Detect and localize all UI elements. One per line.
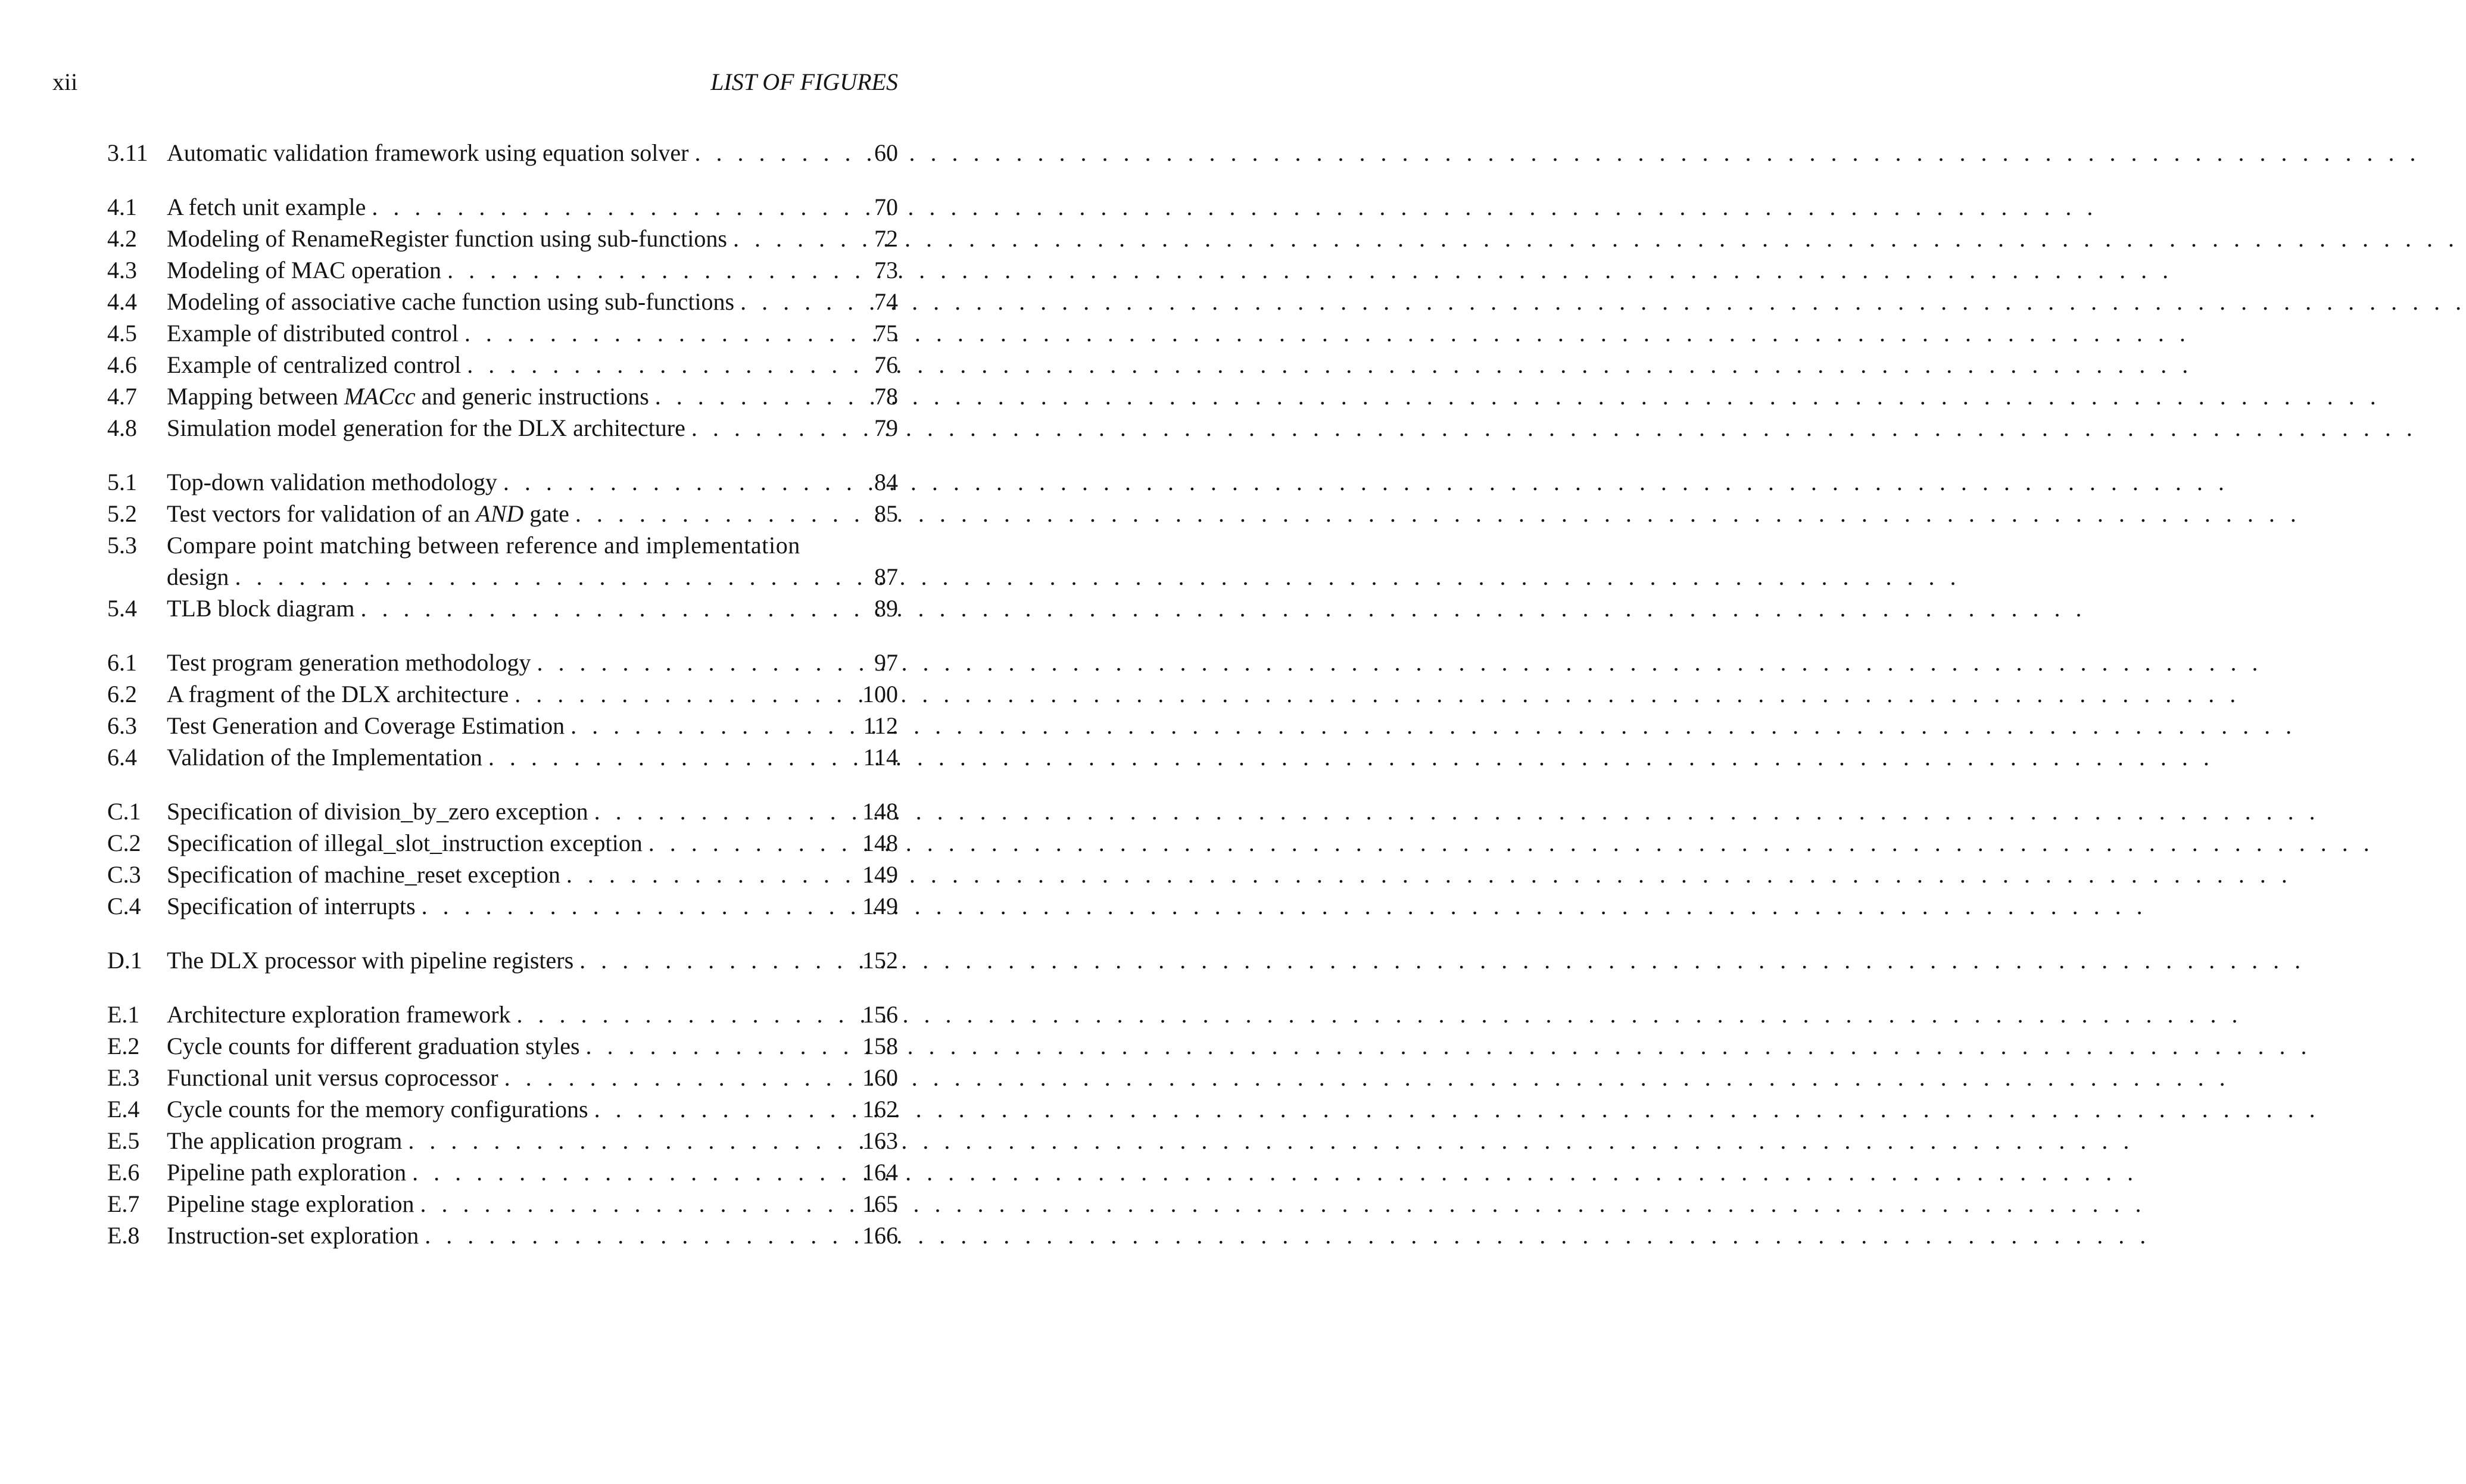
figure-number: C.2	[107, 830, 141, 856]
figure-entry[interactable]	[107, 1220, 898, 1251]
dot-leader	[655, 381, 2381, 412]
figure-entry[interactable]	[107, 381, 898, 412]
dot-leader	[733, 223, 2459, 254]
figure-title: Top-down validation methodology	[167, 466, 503, 498]
figure-title: Cycle counts for the memory configurations	[167, 1093, 594, 1125]
figure-page-number: 87	[874, 563, 898, 590]
figure-title: Validation of the Implementation	[167, 741, 488, 773]
figure-number: 4.7	[107, 383, 137, 410]
figure-number: D.1	[107, 947, 142, 974]
figure-title: Specification of machine_reset exception	[167, 859, 566, 890]
figure-number: 3.11	[107, 139, 148, 166]
figure-title-italic: MACcc	[344, 383, 416, 410]
figure-number: 6.2	[107, 681, 137, 707]
dot-leader	[360, 593, 2086, 624]
dot-leader	[372, 191, 2097, 223]
dot-leader	[447, 254, 2173, 286]
figure-entry[interactable]	[107, 999, 898, 1030]
figure-group	[107, 944, 898, 976]
figure-number: 6.1	[107, 649, 137, 676]
figure-page-number: 72	[874, 225, 898, 252]
figure-number: 4.4	[107, 288, 137, 315]
figure-title	[167, 381, 655, 412]
figure-page-number: 75	[874, 320, 898, 347]
figure-entry[interactable]	[107, 1062, 898, 1093]
figure-group	[107, 796, 898, 922]
figure-number: 5.3	[107, 532, 137, 559]
figure-page-number: 148	[862, 798, 898, 825]
figure-entry[interactable]	[107, 678, 898, 710]
figure-entry[interactable]	[107, 796, 898, 827]
figure-title-italic: AND	[476, 500, 524, 527]
figure-title: Simulation model generation for the DLX architecture	[167, 412, 691, 444]
figure-entry[interactable]	[107, 317, 898, 349]
dot-leader	[488, 741, 2214, 773]
figure-entry[interactable]	[107, 1156, 898, 1188]
figure-entry[interactable]	[107, 137, 898, 169]
figure-page-number: 70	[874, 194, 898, 220]
figure-title: Specification of illegal_slot_instruction exception	[167, 827, 649, 859]
figure-entry[interactable]	[107, 647, 898, 678]
figure-title: Cycle counts for different graduation styles	[167, 1030, 586, 1062]
figure-entry[interactable]	[107, 741, 898, 773]
figure-entry[interactable]	[107, 1093, 898, 1125]
figure-entry[interactable]	[107, 890, 898, 922]
dot-leader	[537, 647, 2262, 678]
figure-title: The DLX processor with pipeline registers	[167, 944, 579, 976]
dot-leader	[420, 1188, 2146, 1220]
figure-title: A fragment of the DLX architecture	[167, 678, 515, 710]
figure-number: E.4	[107, 1096, 140, 1123]
figure-entry[interactable]	[107, 529, 898, 593]
dot-leader	[649, 827, 2374, 859]
figure-entry[interactable]	[107, 191, 898, 223]
figure-title: The application program	[167, 1125, 408, 1156]
figure-title-prefix: Test vectors for validation of an	[167, 500, 476, 527]
figure-number: 4.1	[107, 194, 137, 220]
figure-page-number: 97	[874, 649, 898, 676]
dot-leader	[691, 412, 2417, 444]
figure-entry[interactable]	[107, 859, 898, 890]
figure-number: 6.4	[107, 744, 137, 771]
running-head: LIST OF FIGURES	[710, 68, 898, 95]
figure-title: Pipeline path exploration	[167, 1156, 412, 1188]
figure-page-number: 78	[874, 383, 898, 410]
page-number: xii	[52, 68, 78, 95]
dot-leader	[467, 349, 2193, 381]
figure-title: Modeling of MAC operation	[167, 254, 447, 286]
dot-leader	[503, 466, 2229, 498]
figure-group	[107, 191, 898, 444]
figure-entry[interactable]	[107, 944, 898, 976]
figure-number: E.3	[107, 1064, 140, 1091]
dot-leader	[517, 999, 2243, 1030]
figure-page-number: 79	[874, 414, 898, 441]
figure-page-number: 163	[862, 1127, 898, 1154]
figure-title-suffix: gate	[523, 500, 569, 527]
figure-page-number: 149	[862, 893, 898, 919]
figure-entry[interactable]	[107, 254, 898, 286]
figure-title: Instruction-set exploration	[167, 1220, 425, 1251]
list-of-figures	[107, 137, 898, 1274]
figure-number: 6.3	[107, 712, 137, 739]
dot-leader	[408, 1125, 2134, 1156]
figure-title: Example of centralized control	[167, 349, 467, 381]
figure-entry[interactable]	[107, 1188, 898, 1220]
figure-number: E.1	[107, 1001, 140, 1028]
figure-title-line1: Compare point matching between reference and implementation	[167, 529, 850, 561]
figure-title: Modeling of associative cache function using sub-functions	[167, 286, 740, 317]
figure-page-number: 84	[874, 469, 898, 495]
figure-title: Specification of interrupts	[167, 890, 422, 922]
dot-leader	[579, 944, 2305, 976]
figure-entry[interactable]	[107, 1125, 898, 1156]
figure-page-number: 165	[862, 1190, 898, 1217]
dot-leader	[425, 1220, 2150, 1251]
figure-title: Pipeline stage exploration	[167, 1188, 420, 1220]
dot-leader	[570, 710, 2296, 741]
figure-entry[interactable]	[107, 1030, 898, 1062]
figure-title: Test program generation methodology	[167, 647, 537, 678]
figure-title-prefix: Mapping between	[167, 383, 344, 410]
figure-entry[interactable]	[107, 827, 898, 859]
dot-leader	[412, 1156, 2138, 1188]
figure-number: 5.4	[107, 595, 137, 622]
figure-page-number: 158	[862, 1033, 898, 1059]
figure-group	[107, 466, 898, 624]
figure-title: TLB block diagram	[167, 593, 360, 624]
figure-number: E.2	[107, 1033, 140, 1059]
figure-page-number: 148	[862, 830, 898, 856]
figure-number: 5.2	[107, 500, 137, 527]
figure-number: 4.3	[107, 257, 137, 283]
dot-leader	[586, 1030, 2312, 1062]
figure-number: 4.6	[107, 351, 137, 378]
figure-page-number: 112	[863, 712, 898, 739]
figure-number: C.4	[107, 893, 141, 919]
figure-page-number: 73	[874, 257, 898, 283]
figure-group	[107, 999, 898, 1251]
figure-entry[interactable]	[107, 349, 898, 381]
dot-leader	[515, 678, 2240, 710]
dot-leader	[504, 1062, 2230, 1093]
dot-leader	[740, 286, 2466, 317]
figure-number: E.5	[107, 1127, 140, 1154]
figure-page-number: 149	[862, 861, 898, 888]
figure-entry[interactable]	[107, 223, 898, 254]
figure-title: Functional unit versus coprocessor	[167, 1062, 504, 1093]
figure-number: 4.8	[107, 414, 137, 441]
figure-title: Specification of division_by_zero exception	[167, 796, 594, 827]
figure-group	[107, 647, 898, 773]
figure-page-number: 156	[862, 1001, 898, 1028]
figure-page-number: 160	[862, 1064, 898, 1091]
dot-leader	[575, 498, 2301, 529]
figure-entry[interactable]	[107, 412, 898, 444]
dot-leader	[694, 137, 2420, 169]
figure-page-number: 89	[874, 595, 898, 622]
figure-title-suffix: and generic instructions	[415, 383, 649, 410]
figure-title-line2: design	[167, 561, 235, 593]
figure-title: Example of distributed control	[167, 317, 464, 349]
figure-number: 4.5	[107, 320, 137, 347]
figure-entry[interactable]	[107, 286, 898, 317]
figure-number: C.3	[107, 861, 141, 888]
figure-page-number: 74	[874, 288, 898, 315]
figure-group	[107, 137, 898, 169]
figure-number: E.8	[107, 1222, 140, 1249]
figure-entry[interactable]	[107, 466, 898, 498]
figure-entry[interactable]	[107, 710, 898, 741]
figure-page-number: 166	[862, 1222, 898, 1249]
figure-title: Automatic validation framework using equation solver	[167, 137, 694, 169]
dot-leader	[235, 561, 1960, 593]
figure-title: Architecture exploration framework	[167, 999, 517, 1030]
figure-page-number: 76	[874, 351, 898, 378]
figure-page-number: 60	[874, 139, 898, 166]
figure-title: Modeling of RenameRegister function using sub-functions	[167, 223, 733, 254]
dot-leader	[566, 859, 2292, 890]
figure-title: Test Generation and Coverage Estimation	[167, 710, 570, 741]
figure-title: A fetch unit example	[167, 191, 372, 223]
figure-number: 5.1	[107, 469, 137, 495]
figure-entry[interactable]	[107, 498, 898, 529]
figure-page-number: 114	[863, 744, 898, 771]
figure-page-number: 164	[862, 1159, 898, 1186]
figure-number: 4.2	[107, 225, 137, 252]
figure-number: C.1	[107, 798, 141, 825]
figure-page-number: 162	[862, 1096, 898, 1123]
dot-leader	[422, 890, 2147, 922]
figure-number: E.7	[107, 1190, 140, 1217]
figure-entry[interactable]	[107, 593, 898, 624]
figure-page-number: 85	[874, 500, 898, 527]
figure-page-number: 152	[862, 947, 898, 974]
figure-number: E.6	[107, 1159, 140, 1186]
figure-title	[167, 498, 575, 529]
dot-leader	[464, 317, 2190, 349]
figure-page-number: 100	[862, 681, 898, 707]
